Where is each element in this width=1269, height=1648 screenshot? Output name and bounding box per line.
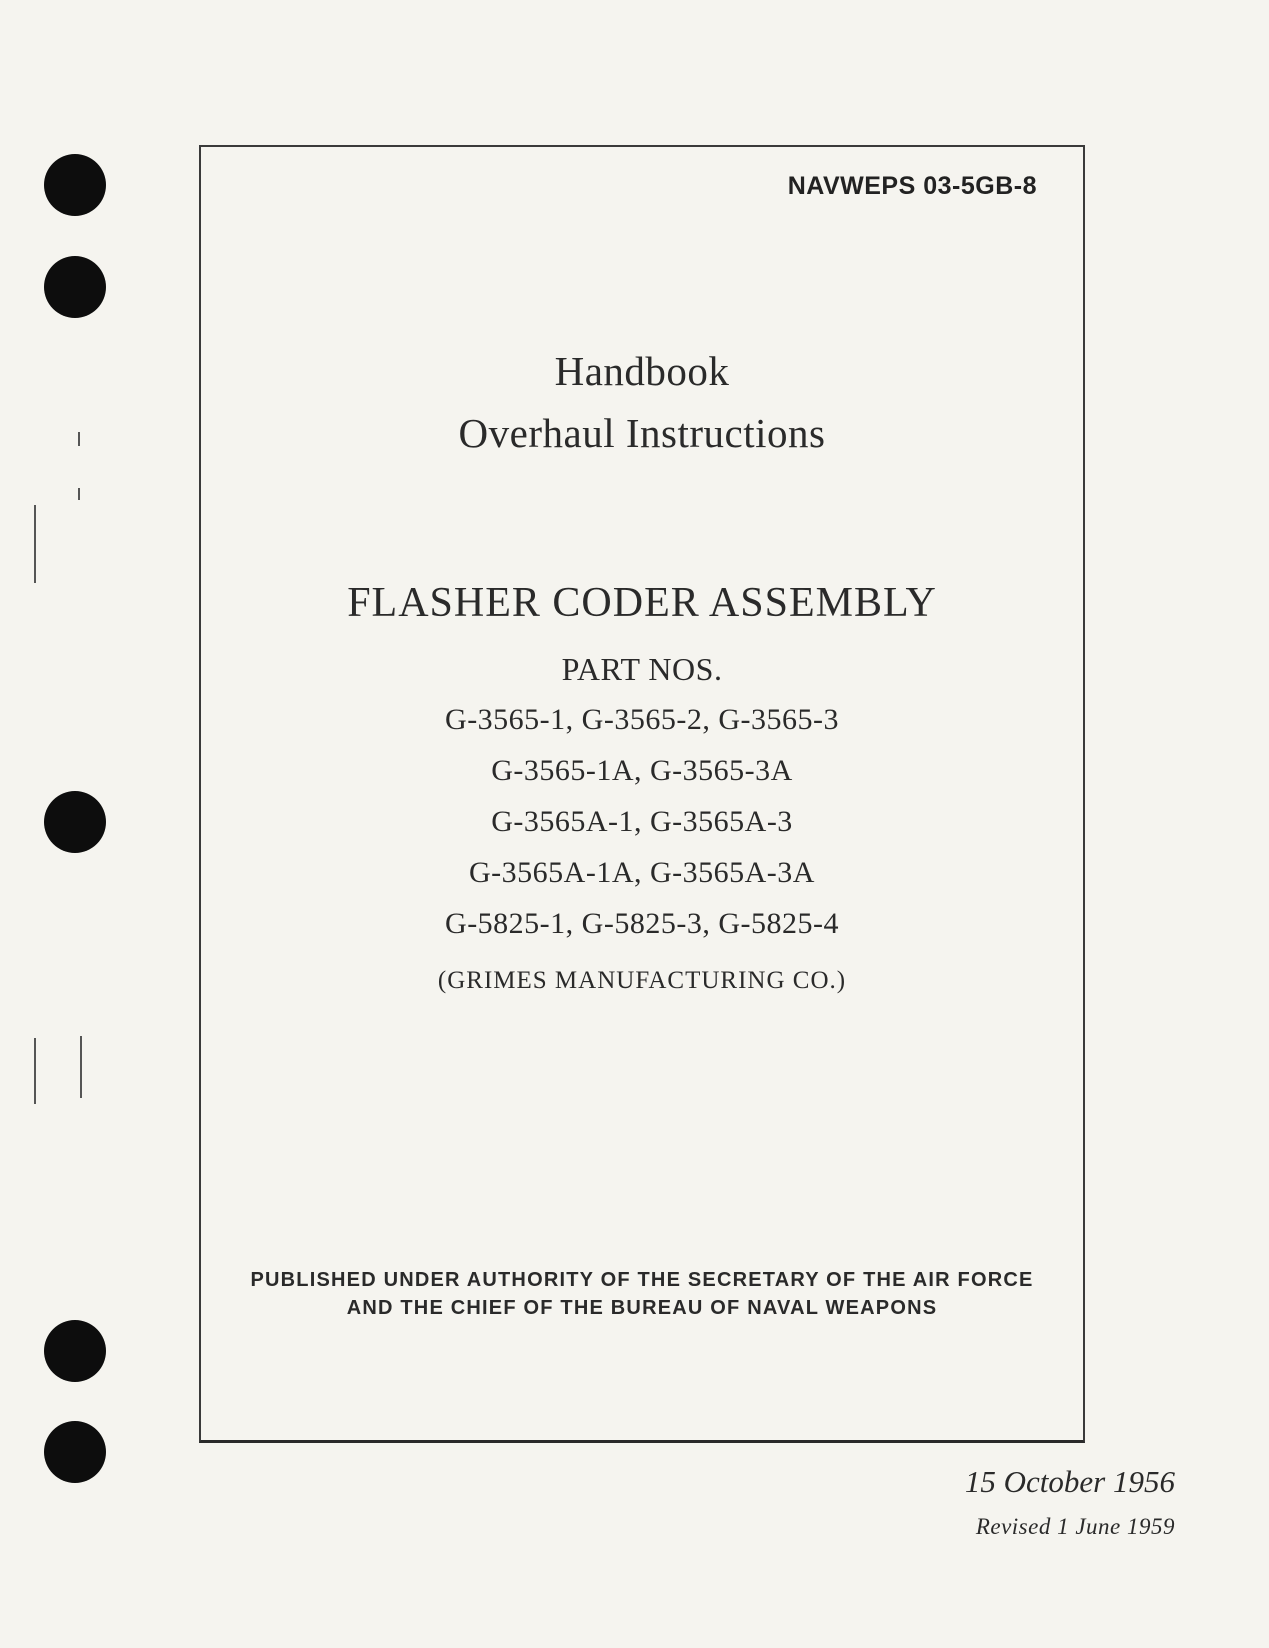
margin-mark [34, 1038, 36, 1104]
punch-hole-1 [44, 154, 106, 216]
document-number: NAVWEPS 03-5GB-8 [787, 172, 1037, 200]
part-nos-label: PART NOS. [561, 651, 723, 687]
manufacturer: (GRIMES MANUFACTURING CO.) [437, 967, 847, 994]
margin-mark [78, 432, 80, 446]
part-number-line: G-3565-1A, G-3565-3A [491, 754, 793, 787]
punch-hole-4 [44, 1320, 106, 1382]
product-name: FLASHER CODER ASSEMBLY [347, 580, 937, 626]
authority-line-1: PUBLISHED UNDER AUTHORITY OF THE SECRETARY OF THE AIR FORCE [250, 1269, 1034, 1291]
punch-hole-3 [44, 791, 106, 853]
punch-hole-2 [44, 256, 106, 318]
authority-line-2: AND THE CHIEF OF THE BUREAU OF NAVAL WEAPONS [346, 1297, 938, 1319]
publication-date: 15 October 1956 [964, 1464, 1175, 1499]
title-overhaul-instructions: Overhaul Instructions [458, 410, 826, 456]
margin-mark [80, 1036, 82, 1098]
part-number-line: G-3565A-1, G-3565A-3 [491, 805, 793, 838]
part-number-line: G-3565A-1A, G-3565A-3A [469, 856, 815, 889]
margin-mark [34, 505, 36, 583]
part-number-line: G-5825-1, G-5825-3, G-5825-4 [445, 907, 839, 940]
margin-mark [78, 488, 80, 500]
punch-hole-5 [44, 1421, 106, 1483]
cover-frame [199, 145, 1085, 1443]
part-number-line: G-3565-1, G-3565-2, G-3565-3 [445, 703, 839, 736]
revision-date: Revised 1 June 1959 [975, 1514, 1175, 1539]
title-handbook: Handbook [554, 348, 730, 394]
